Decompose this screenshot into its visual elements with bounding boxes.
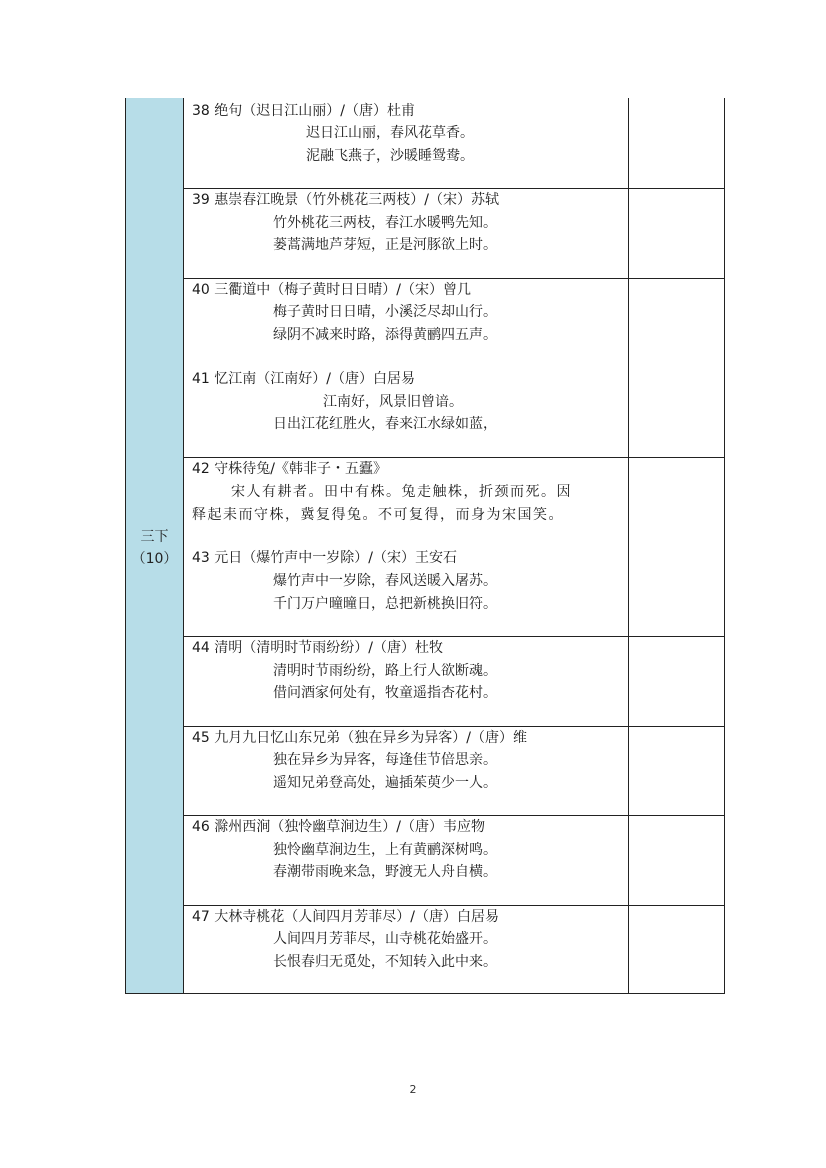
poem-title: 38 绝句（迟日江山丽）/（唐）杜甫 [192, 103, 415, 119]
poem-title: 40 三衢道中（梅子黄时日日晴）/（宋）曾几 [192, 282, 471, 298]
table-border-right [724, 98, 725, 994]
prose-line: 宋人有耕者。田中有株。兔走触株，折颈而死。因 [231, 484, 572, 500]
page-number: 2 [409, 1083, 417, 1096]
prose-line: 释起耒而守株，冀复得兔。不可复得，而身为宋国笑。 [192, 507, 564, 523]
poem-line: 春潮带雨晚来急，野渡无人舟自横。 [273, 864, 497, 880]
table-border-bottom [125, 993, 725, 994]
poem-title: 41 忆江南（江南好）/（唐）白居易 [192, 371, 415, 387]
grade-name: 三下 [140, 529, 169, 545]
poem-line: 独在异乡为异客，每逢佳节倍思亲。 [273, 752, 497, 768]
poem-title: 42 守株待兔/《韩非子・五蠹》 [192, 461, 387, 477]
poem-title: 45 九月九日忆山东兄弟（独在异乡为异客）/（唐）维 [192, 730, 527, 746]
poem-title: 46 滁州西涧（独怜幽草涧边生）/（唐）韦应物 [192, 819, 485, 835]
poem-line: 蒌蒿满地芦芽短，正是河豚欲上时。 [273, 237, 497, 253]
poem-line: 绿阴不减来时路，添得黄鹂四五声。 [273, 327, 497, 343]
poem-line: 梅子黄时日日晴，小溪泛尽却山行。 [273, 304, 497, 320]
poem-line: 江南好，风景旧曾谙。 [323, 394, 463, 410]
poem-line: 借问酒家何处有，牧童遥指杏花村。 [273, 685, 497, 701]
poem-title: 44 清明（清明时节雨纷纷）/（唐）杜牧 [192, 640, 443, 656]
poem-line: 竹外桃花三两枝，春江水暖鸭先知。 [273, 215, 497, 231]
poem-line: 长恨春归无觅处，不知转入此中来。 [273, 954, 497, 970]
grade-count: （10） [131, 551, 178, 567]
poem-line: 人间四月芳菲尽，山寺桃花始盛开。 [273, 931, 497, 947]
poem-line: 清明时节雨纷纷，路上行人欲断魂。 [273, 663, 497, 679]
poem-line: 日出江花红胜火，春来江水绿如蓝， [273, 416, 497, 432]
grade-column [125, 98, 184, 994]
poem-line: 独怜幽草涧边生，上有黄鹂深树鸣。 [273, 842, 497, 858]
poem-line: 泥融飞燕子，沙暖睡鸳鸯。 [306, 148, 474, 164]
poem-title: 47 大林寺桃花（人间四月芳菲尽）/（唐）白居易 [192, 909, 499, 925]
poem-line: 迟日江山丽，春风花草香。 [306, 125, 474, 141]
poem-line: 爆竹声中一岁除，春风送暖入屠苏。 [273, 573, 497, 589]
table-divider-right [628, 98, 629, 994]
poem-title: 39 惠崇春江晚景（竹外桃花三两枝）/（宋）苏轼 [192, 192, 499, 208]
poem-line: 遥知兄弟登高处，遍插茱萸少一人。 [273, 775, 497, 791]
poem-title: 43 元日（爆竹声中一岁除）/（宋）王安石 [192, 550, 457, 566]
poem-line: 千门万户曈曈日，总把新桃换旧符。 [273, 596, 497, 612]
